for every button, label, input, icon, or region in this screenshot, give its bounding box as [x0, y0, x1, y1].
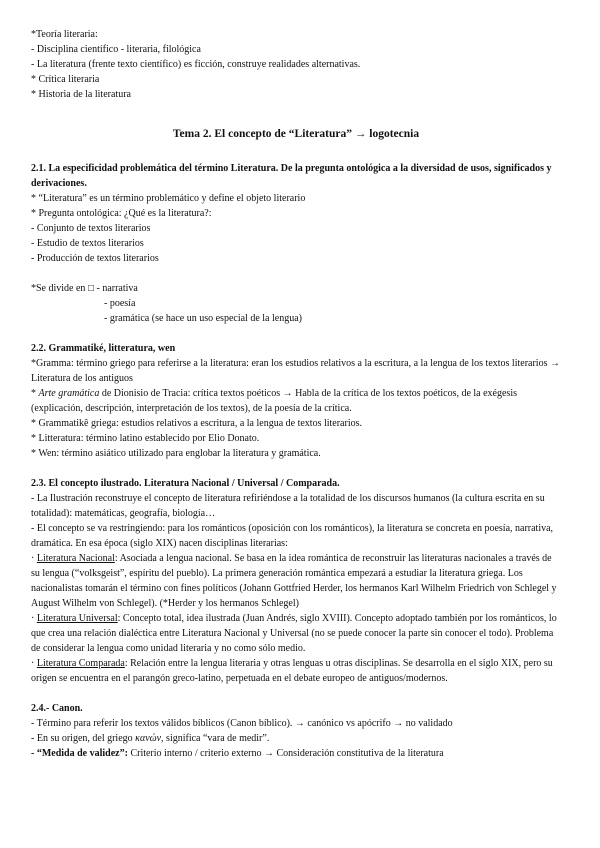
divide-item: - narrativa: [96, 283, 138, 294]
text-line: [31, 731, 561, 746]
text-line: * Litteratura: término latino establecido por Elio Donato.: [31, 433, 260, 444]
intro-line: - La literatura (frente texto científico) es ficción, construye realidades alternativas.: [31, 59, 361, 70]
book-title: Arte gramática: [38, 388, 100, 399]
section-2-4: [31, 701, 561, 761]
text-line: * Grammatikê griega: estudios relativos a escritura, a la lengua de textos literarios.: [31, 418, 362, 429]
bullet: *: [31, 388, 39, 399]
text-line: - Término para referir los textos válidos bíblicos (Canon bíblico). → canónico vs apócrifo → no validado: [31, 718, 453, 729]
greek-word: κανών: [135, 733, 162, 744]
intro-block: [31, 27, 561, 102]
section-heading: 2.1. La especificidad problemática del término Literatura. De la pregunta ontológica a la diversidad de usos, significados y derivaciones.: [31, 163, 552, 189]
section-heading: 2.2. Grammatiké, litteratura, wen: [31, 343, 176, 354]
intro-line: * Historia de la literatura: [31, 89, 131, 100]
spacer: [31, 461, 561, 476]
bullet: ·: [31, 553, 35, 564]
page-title: Tema 2. El concepto de “Literatura” → logotecnia: [172, 128, 420, 140]
paragraph-text: de Dionisio de Tracia: crítica textos poéticos → Habla de la crítica de los textos poéticos, de la exégesis (explicación, descripción, interpretación de los textos), de la poesía de la crítica.: [31, 388, 517, 414]
section-2-2: [31, 341, 561, 461]
missing-glyph-box: □: [87, 283, 94, 294]
section-2-1: [31, 161, 561, 326]
text-line: - Producción de textos literarios: [31, 253, 159, 264]
comparada-paragraph: [31, 656, 561, 686]
term-label: Literatura Universal: [36, 613, 118, 624]
text-paragraph: *Gramma: término griego para referirse a la literatura: eran los estudios relativos a la escritura, a la lengua de los textos literarios → Literatura de los antiguos: [31, 358, 560, 384]
bold-phrase: - “Medida de validez”:: [31, 748, 128, 759]
bullet: ·: [31, 658, 35, 669]
intro-line: *Teoría literaria:: [31, 29, 98, 40]
text-line: * Pregunta ontológica: ¿Qué es la literatura?:: [31, 208, 212, 219]
divide-line: [31, 281, 561, 296]
term-label: Literatura Comparada: [36, 658, 125, 669]
bullet: ·: [31, 613, 35, 624]
divide-item: - poesía: [104, 298, 136, 309]
text-paragraph: - La Ilustración reconstruye el concepto de literatura refiriéndose a la totalidad de los discursos humanos (la cultura escrita en su totalidad): matemáticas, geografía, biología…: [31, 493, 545, 519]
intro-line: * Crítica literaria: [31, 74, 100, 85]
section-heading: 2.3. El concepto ilustrado. Literatura Nacional / Universal / Comparada.: [31, 478, 340, 489]
line-text: , significa “vara de medir”.: [161, 733, 270, 744]
spacer: [31, 266, 561, 281]
divide-label: *Se divide en: [31, 283, 86, 294]
line-text: - En su origen, del griego: [31, 733, 136, 744]
nacional-paragraph: [31, 551, 561, 611]
paragraph-text: : Concepto total, idea ilustrada (Juan Andrés, siglo XVIII). Concepto adoptado también por los románticos, lo que crea una relación dialéctica entre Literatura Nacional y Universal (no se puede conocer la parte sin conocer el todo). Problema de considerar la lengua como unidad literaria y no como sólo medio.: [31, 613, 557, 654]
divide-item: - gramática (se hace un uso especial de la lengua): [104, 313, 302, 324]
text-line: * “Literatura” es un término problemático y define el objeto literario: [31, 193, 306, 204]
paragraph-text: : Relación entre la lengua literaria y otras lenguas u otras disciplinas. Se desarrolla en el siglo XIX, pero su origen se encuentra en el parangón greco-latino, perpetuada en el debate europeo de antiguos/modernos.: [31, 658, 553, 684]
intro-line: - Disciplina científico - literaria, filológica: [31, 44, 201, 55]
text-paragraph: - El concepto se va restringiendo: para los románticos (oposición con los románticos), la literatura se concreta en poesía, narrativa, dramática. En esa época (siglo XIX) nacen disciplinas literarias:: [31, 523, 554, 549]
section-2-3: [31, 476, 561, 686]
line-text: Criterio interno / criterio externo → Consideración constitutiva de la literatura: [127, 748, 444, 759]
text-line: [31, 746, 561, 761]
text-line: - Estudio de textos literarios: [31, 238, 144, 249]
spacer: [31, 686, 561, 701]
text-line: * Wen: término asiático utilizado para englobar la literatura y gramática.: [31, 448, 321, 459]
universal-paragraph: [31, 611, 561, 656]
text-line: - Conjunto de textos literarios: [31, 223, 151, 234]
text-paragraph: [31, 386, 561, 416]
document-page: [31, 27, 561, 761]
section-heading: 2.4.- Canon.: [31, 703, 83, 714]
term-label: Literatura Nacional: [36, 553, 115, 564]
paragraph-text: : Asociada a lengua nacional. Se basa en la idea romántica de reconstruir las literaturas nacionales a través de su lengua (“volksgeist”, espíritu del pueblo). La primera generación romántica empezará a estudiar la literatura griega. Los nacionalistas tomarán el término con fines políticos (Johann Gottfried Herder, los hermanos Karl Wilhelm Friedrich von Schlegel y August Wilhelm von Schlegel). (*Herder y los hermanos Schlegel): [31, 553, 557, 609]
spacer: [31, 326, 561, 341]
